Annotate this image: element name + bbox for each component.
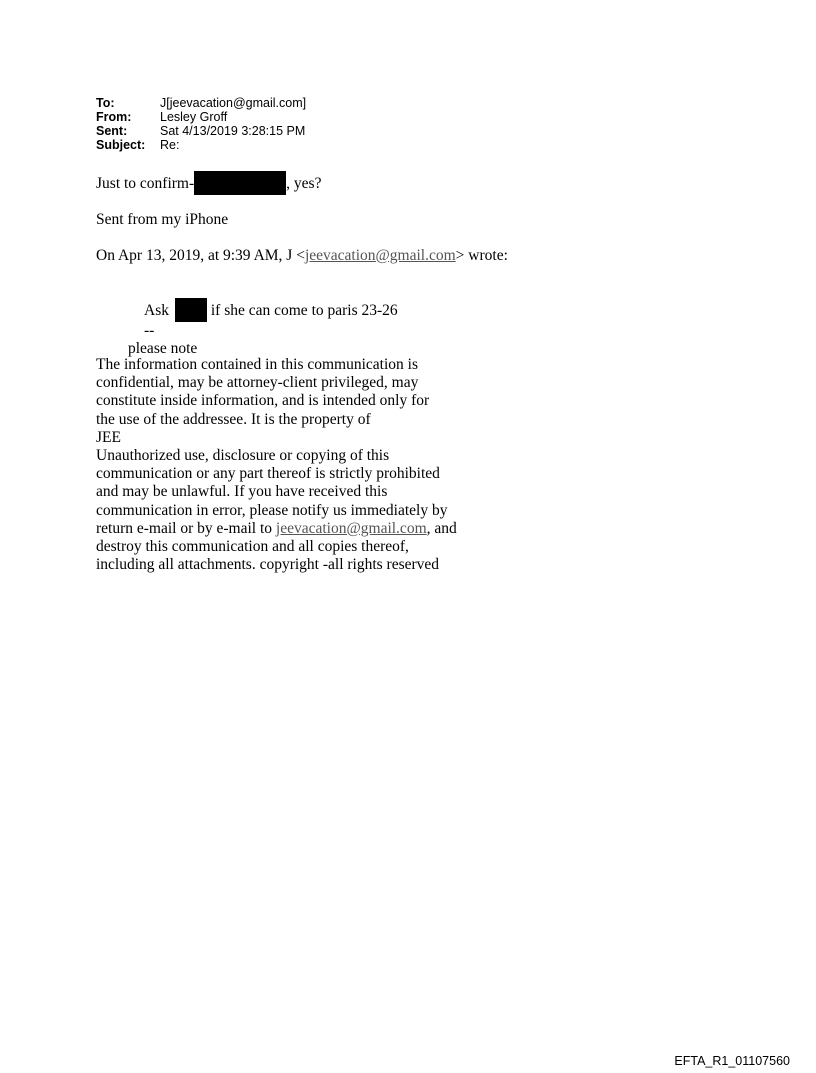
subject-value: Re: [160, 138, 180, 152]
quote-email-link[interactable]: jeevacation@gmail.com [304, 247, 456, 264]
disclaimer-line: the use of the addressee. It is the property of [96, 410, 371, 428]
quote-prefix: On Apr 13, 2019, at 9:39 AM, J < [96, 247, 305, 264]
header-sent-row [96, 124, 306, 138]
email-header [96, 96, 306, 152]
header-subject-row [96, 138, 306, 152]
disclaimer-line: Unauthorized use, disclosure or copying of this [96, 447, 390, 465]
disclaimer-line: confidential, may be attorney-client privileged, may [96, 374, 419, 392]
confirm-suffix: , yes? [286, 175, 322, 192]
from-label: From: [96, 110, 132, 124]
quote-suffix: > wrote: [455, 247, 508, 264]
please-note: please note [128, 340, 198, 357]
sent-label: Sent: [96, 124, 128, 138]
signature-dashes: -- [144, 322, 155, 339]
signature-line: Sent from my iPhone [96, 211, 229, 228]
disclaimer-line: communication in error, please notify us immediately by [96, 501, 448, 519]
disclaimer-email-link[interactable]: jeevacation@gmail.com [275, 519, 427, 537]
disclaimer-line: including all attachments. copyright -all rights reserved [96, 556, 440, 574]
redaction-box [194, 171, 286, 195]
email-line-prefix: return e-mail or by e-mail to [96, 519, 276, 537]
confirm-line [96, 175, 321, 195]
from-value: Lesley Groff [160, 110, 228, 124]
disclaimer-line: JEE [96, 428, 121, 446]
document-id: EFTA_R1_01107560 [674, 1054, 790, 1068]
disclaimer-email-line [96, 520, 457, 538]
ask-prefix: Ask [144, 302, 169, 319]
email-line-suffix: , and [426, 519, 457, 537]
to-label: To: [96, 96, 115, 110]
disclaimer-line: communication or any part thereof is strictly prohibited [96, 465, 440, 483]
confirm-prefix: Just to confirm- [96, 175, 195, 192]
ask-line [144, 302, 398, 322]
subject-label: Subject: [96, 138, 146, 152]
disclaimer-line: destroy this communication and all copies thereof, [96, 538, 409, 556]
disclaimer-line: constitute inside information, and is intended only for [96, 392, 430, 410]
disclaimer-line: and may be unlawful. If you have received this [96, 483, 388, 501]
disclaimer-line: The information contained in this communication is [96, 356, 418, 373]
header-to-row [96, 96, 306, 110]
to-value: J[jeevacation@gmail.com] [160, 96, 307, 110]
header-from-row [96, 110, 306, 124]
redaction-box [175, 298, 207, 322]
ask-suffix: if she can come to paris 23-26 [210, 302, 398, 319]
sent-value: Sat 4/13/2019 3:28:15 PM [160, 124, 306, 138]
disclaimer [96, 356, 457, 574]
quote-attribution [96, 247, 508, 265]
